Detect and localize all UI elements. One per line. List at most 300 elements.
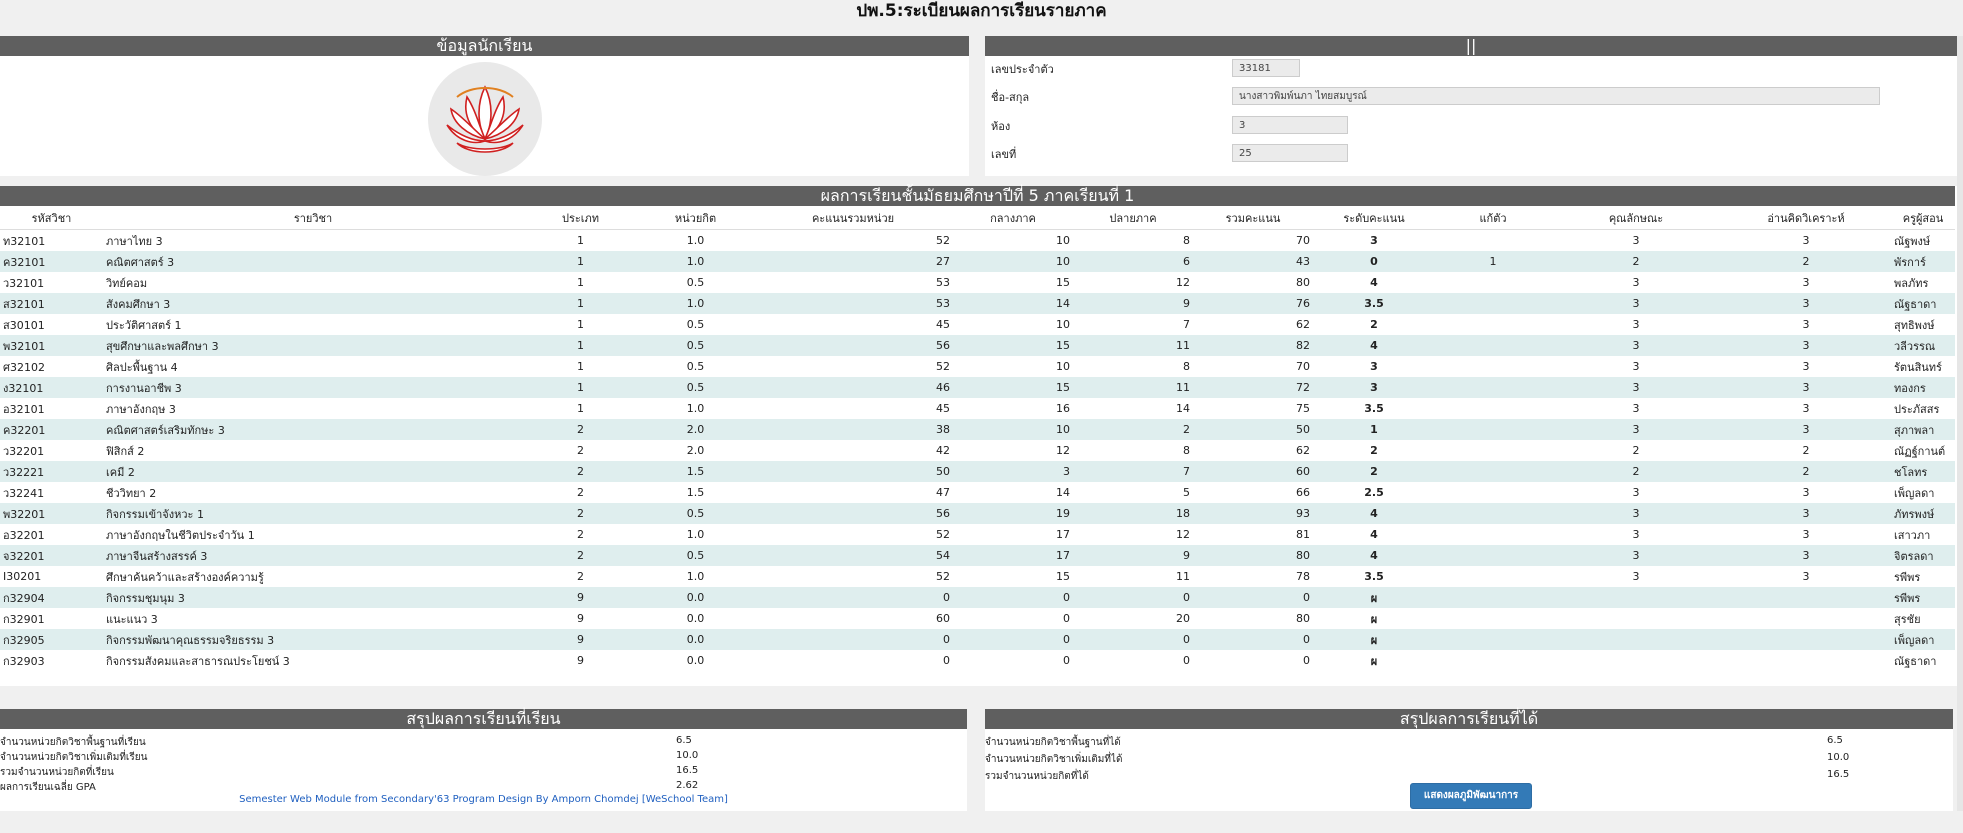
cell-subject: เคมี 2: [103, 461, 523, 482]
cell-final: 6: [1073, 251, 1193, 272]
cell-subject: กิจกรรมเข้าจังหวะ 1: [103, 503, 523, 524]
cell-teacher: ณัฐพงษ์: [1891, 230, 1955, 252]
cell-total: 70: [1193, 356, 1313, 377]
cell-code: ว32201: [0, 440, 103, 461]
cell-total: 76: [1193, 293, 1313, 314]
cell-retake: [1435, 314, 1551, 335]
cell-credits: 1.0: [638, 566, 753, 587]
grade-row: [0, 650, 1955, 671]
student-name-label: ชื่อ-สกุล: [991, 91, 1030, 104]
student-section-header: ข้อมูลนักเรียน: [0, 36, 969, 56]
cell-teacher: รพีพร: [1891, 566, 1955, 587]
cell-code: ว32221: [0, 461, 103, 482]
cell-type: 1: [523, 377, 638, 398]
summary-study-label-extra: จำนวนหน่วยกิตวิชาเพิ่มเติมที่เรียน: [0, 752, 148, 763]
cell-type: 2: [523, 482, 638, 503]
col-header-code: รหัสวิชา: [0, 206, 103, 230]
cell-subject: กิจกรรมพัฒนาคุณธรรมจริยธรรม 3: [103, 629, 523, 650]
cell-teacher: รัตนสินทร์: [1891, 356, 1955, 377]
col-header-final: ปลายภาค: [1073, 206, 1193, 230]
cell-grade: 4: [1313, 545, 1435, 566]
cell-code: ก32901: [0, 608, 103, 629]
cell-final: 0: [1073, 650, 1193, 671]
cell-final: 9: [1073, 545, 1193, 566]
cell-character: [1551, 608, 1721, 629]
cell-type: 1: [523, 272, 638, 293]
summary-earned-value-basic: 6.5: [1827, 735, 1843, 746]
cell-teacher: วลีวรรณ: [1891, 335, 1955, 356]
cell-credits: 0.0: [638, 650, 753, 671]
cell-character: 3: [1551, 524, 1721, 545]
cell-midterm: 10: [953, 314, 1073, 335]
cell-type: 9: [523, 587, 638, 608]
cell-code: ง32101: [0, 377, 103, 398]
cell-final: 8: [1073, 440, 1193, 461]
cell-subject: ศึกษาค้นคว้าและสร้างองค์ความรู้: [103, 566, 523, 587]
cell-subject: สุขศึกษาและพลศึกษา 3: [103, 335, 523, 356]
cell-teacher: ภัทรพงษ์: [1891, 503, 1955, 524]
cell-reading: 3: [1721, 293, 1891, 314]
cell-retake: [1435, 608, 1551, 629]
cell-grade: 3.5: [1313, 566, 1435, 587]
cell-reading: 3: [1721, 335, 1891, 356]
cell-credits: 2.0: [638, 419, 753, 440]
summary-earned-label-extra: จำนวนหน่วยกิตวิชาเพิ่มเติมที่ได้: [985, 754, 1123, 765]
cell-total: 81: [1193, 524, 1313, 545]
cell-character: [1551, 587, 1721, 608]
cell-credits: 0.0: [638, 587, 753, 608]
cell-character: [1551, 629, 1721, 650]
cell-midterm: 12: [953, 440, 1073, 461]
grades-panel: [0, 186, 1963, 686]
cell-retake: [1435, 566, 1551, 587]
cell-retake: [1435, 293, 1551, 314]
cell-total: 82: [1193, 335, 1313, 356]
cell-subject: กิจกรรมสังคมและสาธารณประโยชน์ 3: [103, 650, 523, 671]
cell-teacher: ณัฐธาดา: [1891, 650, 1955, 671]
cell-code: จ32201: [0, 545, 103, 566]
col-header-subject: รายวิชา: [103, 206, 523, 230]
cell-type: 1: [523, 251, 638, 272]
cell-type: 1: [523, 335, 638, 356]
cell-character: 3: [1551, 293, 1721, 314]
cell-grade: 3: [1313, 230, 1435, 252]
cell-retake: [1435, 545, 1551, 566]
grades-table: [0, 206, 1955, 671]
cell-reading: 3: [1721, 482, 1891, 503]
cell-midterm: 10: [953, 230, 1073, 252]
cell-retake: [1435, 272, 1551, 293]
cell-code: ค32101: [0, 251, 103, 272]
cell-total: 0: [1193, 629, 1313, 650]
cell-credits: 0.5: [638, 356, 753, 377]
cell-final: 12: [1073, 524, 1193, 545]
cell-subject: ศิลปะพื้นฐาน 4: [103, 356, 523, 377]
cell-reading: 3: [1721, 230, 1891, 252]
col-header-grade: ระดับคะแนน: [1313, 206, 1435, 230]
cell-final: 18: [1073, 503, 1193, 524]
col-header-unit-score: คะแนนรวมหน่วย: [753, 206, 953, 230]
cell-type: 9: [523, 629, 638, 650]
cell-credits: 1.0: [638, 230, 753, 252]
grade-row: [0, 503, 1955, 524]
cell-grade: 3.5: [1313, 398, 1435, 419]
cell-midterm: 19: [953, 503, 1073, 524]
cell-final: 14: [1073, 398, 1193, 419]
summary-study-label-gpa: ผลการเรียนเฉลี่ย GPA: [0, 782, 96, 793]
grade-row: [0, 461, 1955, 482]
cell-total: 60: [1193, 461, 1313, 482]
cell-midterm: 15: [953, 377, 1073, 398]
cell-grade: ผ: [1313, 608, 1435, 629]
cell-subject: สังคมศึกษา 3: [103, 293, 523, 314]
cell-retake: [1435, 377, 1551, 398]
cell-teacher: พลภัทร: [1891, 272, 1955, 293]
cell-midterm: 14: [953, 293, 1073, 314]
grades-section-header: ผลการเรียนชั้นมัธยมศึกษาปีที่ 5 ภาคเรียนที่ 1: [0, 186, 1955, 206]
cell-subject: ฟิสิกส์ 2: [103, 440, 523, 461]
col-header-total: รวมคะแนน: [1193, 206, 1313, 230]
cell-unit-score: 56: [753, 503, 953, 524]
cell-code: I30201: [0, 566, 103, 587]
cell-teacher: ทองกร: [1891, 377, 1955, 398]
summary-earned-label-basic: จำนวนหน่วยกิตวิชาพื้นฐานที่ได้: [985, 737, 1121, 748]
cell-subject: การงานอาชีพ 3: [103, 377, 523, 398]
cell-teacher: เพ็ญลดา: [1891, 629, 1955, 650]
cell-unit-score: 46: [753, 377, 953, 398]
cell-midterm: 16: [953, 398, 1073, 419]
cell-unit-score: 53: [753, 272, 953, 293]
cell-type: 2: [523, 524, 638, 545]
cell-reading: 3: [1721, 398, 1891, 419]
cell-character: 3: [1551, 335, 1721, 356]
cell-subject: ชีววิทยา 2: [103, 482, 523, 503]
cell-retake: [1435, 419, 1551, 440]
col-header-character: คุณลักษณะ: [1551, 206, 1721, 230]
cell-final: 8: [1073, 230, 1193, 252]
cell-type: 1: [523, 356, 638, 377]
cell-code: พ32201: [0, 503, 103, 524]
cell-reading: [1721, 650, 1891, 671]
summary-earned-value-total: 16.5: [1827, 769, 1850, 780]
cell-total: 75: [1193, 398, 1313, 419]
cell-retake: [1435, 629, 1551, 650]
info-section-header: ||: [985, 36, 1957, 56]
cell-retake: [1435, 461, 1551, 482]
cell-teacher: จิตรลดา: [1891, 545, 1955, 566]
cell-unit-score: 42: [753, 440, 953, 461]
grade-row: [0, 608, 1955, 629]
col-header-type: ประเภท: [523, 206, 638, 230]
cell-teacher: สุรชัย: [1891, 608, 1955, 629]
summary-study-value-gpa: 2.62: [676, 780, 699, 791]
cell-unit-score: 60: [753, 608, 953, 629]
cell-midterm: 0: [953, 608, 1073, 629]
cell-character: 2: [1551, 440, 1721, 461]
cell-teacher: ประภัสสร: [1891, 398, 1955, 419]
summary-earned-header: สรุปผลการเรียนที่ได้: [985, 709, 1953, 729]
cell-character: 3: [1551, 503, 1721, 524]
cell-reading: 3: [1721, 419, 1891, 440]
cell-code: ศ32102: [0, 356, 103, 377]
cell-unit-score: 52: [753, 356, 953, 377]
grade-row: [0, 335, 1955, 356]
cell-reading: 3: [1721, 314, 1891, 335]
summary-study-panel: [0, 709, 967, 811]
cell-subject: คณิตศาสตร์เสริมทักษะ 3: [103, 419, 523, 440]
cell-grade: 3.5: [1313, 293, 1435, 314]
cell-code: ว32101: [0, 272, 103, 293]
cell-reading: 3: [1721, 356, 1891, 377]
cell-total: 80: [1193, 545, 1313, 566]
cell-total: 80: [1193, 608, 1313, 629]
cell-character: 3: [1551, 272, 1721, 293]
cell-final: 7: [1073, 461, 1193, 482]
cell-character: 3: [1551, 545, 1721, 566]
cell-credits: 1.5: [638, 482, 753, 503]
cell-retake: [1435, 230, 1551, 252]
grade-row: [0, 293, 1955, 314]
grade-row: [0, 398, 1955, 419]
cell-midterm: 0: [953, 650, 1073, 671]
cell-character: 3: [1551, 314, 1721, 335]
cell-credits: 0.0: [638, 608, 753, 629]
grade-row: [0, 524, 1955, 545]
cell-type: 2: [523, 461, 638, 482]
page-title: ปพ.5:ระเบียนผลการเรียนรายภาค: [856, 1, 1107, 21]
cell-credits: 1.0: [638, 293, 753, 314]
cell-unit-score: 52: [753, 524, 953, 545]
cell-credits: 0.5: [638, 314, 753, 335]
summary-study-label-basic: จำนวนหน่วยกิตวิชาพื้นฐานที่เรียน: [0, 737, 146, 748]
cell-reading: 2: [1721, 251, 1891, 272]
cell-reading: 3: [1721, 524, 1891, 545]
cell-character: 3: [1551, 377, 1721, 398]
cell-grade: 2.5: [1313, 482, 1435, 503]
cell-total: 62: [1193, 440, 1313, 461]
page-scrollbar[interactable]: [1957, 36, 1963, 811]
grade-row: [0, 314, 1955, 335]
cell-code: ท32101: [0, 230, 103, 252]
cell-total: 43: [1193, 251, 1313, 272]
grade-row: [0, 419, 1955, 440]
col-header-credits: หน่วยกิต: [638, 206, 753, 230]
cell-teacher: เสาวภา: [1891, 524, 1955, 545]
cell-unit-score: 27: [753, 251, 953, 272]
cell-teacher: เพ็ญลดา: [1891, 482, 1955, 503]
show-development-button[interactable]: แสดงผลภูมิพัฒนาการ: [1410, 783, 1532, 809]
grade-row: [0, 230, 1955, 252]
cell-credits: 1.0: [638, 524, 753, 545]
cell-subject: แนะแนว 3: [103, 608, 523, 629]
grade-row: [0, 272, 1955, 293]
cell-unit-score: 56: [753, 335, 953, 356]
cell-grade: 0: [1313, 251, 1435, 272]
cell-unit-score: 45: [753, 398, 953, 419]
cell-code: ก32904: [0, 587, 103, 608]
cell-retake: [1435, 650, 1551, 671]
grades-header-row: [0, 206, 1955, 230]
col-header-midterm: กลางภาค: [953, 206, 1073, 230]
cell-grade: 4: [1313, 503, 1435, 524]
cell-grade: 2: [1313, 461, 1435, 482]
cell-final: 5: [1073, 482, 1193, 503]
cell-reading: 3: [1721, 377, 1891, 398]
summary-earned-value-extra: 10.0: [1827, 752, 1850, 763]
cell-total: 0: [1193, 650, 1313, 671]
student-name-field: นางสาวพิมพ์นภา ไทยสมบูรณ์: [1232, 87, 1880, 105]
cell-code: ส32101: [0, 293, 103, 314]
cell-teacher: ณัฏฐ์กานต์: [1891, 440, 1955, 461]
cell-type: 1: [523, 293, 638, 314]
grade-row: [0, 251, 1955, 272]
cell-type: 2: [523, 419, 638, 440]
cell-type: 2: [523, 440, 638, 461]
credit-link[interactable]: Semester Web Module from Secondary'63 Program Design By Amporn Chomdej [WeSchool Team]: [239, 794, 728, 805]
cell-character: 3: [1551, 398, 1721, 419]
cell-final: 8: [1073, 356, 1193, 377]
cell-final: 11: [1073, 566, 1193, 587]
cell-code: ก32905: [0, 629, 103, 650]
cell-code: อ32101: [0, 398, 103, 419]
cell-midterm: 3: [953, 461, 1073, 482]
cell-final: 9: [1073, 293, 1193, 314]
cell-midterm: 0: [953, 629, 1073, 650]
grade-row: [0, 482, 1955, 503]
cell-teacher: พัรการ์: [1891, 251, 1955, 272]
cell-subject: ภาษาจีนสร้างสรรค์ 3: [103, 545, 523, 566]
cell-reading: [1721, 629, 1891, 650]
cell-subject: ประวัติศาสตร์ 1: [103, 314, 523, 335]
summary-study-value-total: 16.5: [676, 765, 699, 776]
room-label: ห้อง: [991, 120, 1011, 133]
cell-character: 3: [1551, 419, 1721, 440]
cell-character: 3: [1551, 482, 1721, 503]
cell-subject: กิจกรรมชุมนุม 3: [103, 587, 523, 608]
cell-total: 80: [1193, 272, 1313, 293]
cell-total: 50: [1193, 419, 1313, 440]
cell-type: 1: [523, 230, 638, 252]
cell-unit-score: 0: [753, 629, 953, 650]
cell-credits: 0.0: [638, 629, 753, 650]
cell-reading: 3: [1721, 545, 1891, 566]
cell-total: 93: [1193, 503, 1313, 524]
cell-type: 2: [523, 503, 638, 524]
cell-midterm: 15: [953, 272, 1073, 293]
cell-unit-score: 50: [753, 461, 953, 482]
cell-credits: 1.5: [638, 461, 753, 482]
cell-type: 1: [523, 398, 638, 419]
cell-character: 2: [1551, 461, 1721, 482]
student-id-label: เลขประจำตัว: [991, 63, 1054, 76]
cell-midterm: 17: [953, 524, 1073, 545]
cell-midterm: 15: [953, 566, 1073, 587]
cell-code: อ32201: [0, 524, 103, 545]
cell-type: 1: [523, 314, 638, 335]
cell-character: 3: [1551, 356, 1721, 377]
cell-credits: 1.0: [638, 251, 753, 272]
cell-retake: [1435, 398, 1551, 419]
cell-code: ส30101: [0, 314, 103, 335]
summary-study-value-basic: 6.5: [676, 735, 692, 746]
student-info-panel: [985, 36, 1957, 176]
cell-character: 3: [1551, 230, 1721, 252]
cell-final: 0: [1073, 587, 1193, 608]
cell-unit-score: 0: [753, 587, 953, 608]
cell-code: พ32101: [0, 335, 103, 356]
summary-earned-panel: [985, 709, 1953, 811]
cell-midterm: 14: [953, 482, 1073, 503]
cell-type: 9: [523, 608, 638, 629]
summary-study-label-total: รวมจำนวนหน่วยกิตที่เรียน: [0, 767, 114, 778]
cell-reading: 3: [1721, 272, 1891, 293]
cell-teacher: สุทธิพงษ์: [1891, 314, 1955, 335]
cell-grade: 1: [1313, 419, 1435, 440]
summary-earned-label-total: รวมจำนวนหน่วยกิตที่ได้: [985, 771, 1089, 782]
cell-credits: 0.5: [638, 377, 753, 398]
cell-credits: 1.0: [638, 398, 753, 419]
cell-final: 12: [1073, 272, 1193, 293]
cell-retake: [1435, 524, 1551, 545]
cell-retake: [1435, 503, 1551, 524]
cell-unit-score: 53: [753, 293, 953, 314]
cell-grade: 2: [1313, 440, 1435, 461]
lotus-school-logo: [428, 62, 542, 176]
cell-reading: 3: [1721, 566, 1891, 587]
cell-total: 70: [1193, 230, 1313, 252]
cell-grade: 4: [1313, 335, 1435, 356]
cell-reading: 2: [1721, 461, 1891, 482]
cell-midterm: 0: [953, 587, 1073, 608]
cell-type: 2: [523, 566, 638, 587]
cell-credits: 0.5: [638, 545, 753, 566]
cell-credits: 0.5: [638, 335, 753, 356]
cell-total: 62: [1193, 314, 1313, 335]
grade-row: [0, 629, 1955, 650]
cell-grade: 3: [1313, 377, 1435, 398]
cell-total: 66: [1193, 482, 1313, 503]
cell-final: 7: [1073, 314, 1193, 335]
cell-grade: ผ: [1313, 587, 1435, 608]
cell-type: 9: [523, 650, 638, 671]
cell-midterm: 10: [953, 419, 1073, 440]
cell-retake: [1435, 482, 1551, 503]
grade-row: [0, 356, 1955, 377]
cell-retake: [1435, 587, 1551, 608]
cell-teacher: สุภาพลา: [1891, 419, 1955, 440]
number-label: เลขที่: [991, 148, 1017, 161]
cell-unit-score: 38: [753, 419, 953, 440]
cell-retake: [1435, 440, 1551, 461]
cell-character: [1551, 650, 1721, 671]
cell-code: ค32201: [0, 419, 103, 440]
cell-grade: 4: [1313, 524, 1435, 545]
grade-row: [0, 377, 1955, 398]
cell-credits: 0.5: [638, 503, 753, 524]
cell-subject: ภาษาอังกฤษในชีวิตประจำวัน 1: [103, 524, 523, 545]
grade-row: [0, 440, 1955, 461]
cell-subject: ภาษาไทย 3: [103, 230, 523, 252]
cell-grade: 2: [1313, 314, 1435, 335]
cell-midterm: 15: [953, 335, 1073, 356]
cell-final: 2: [1073, 419, 1193, 440]
col-header-retake: แก้ตัว: [1435, 206, 1551, 230]
cell-unit-score: 54: [753, 545, 953, 566]
cell-retake: [1435, 356, 1551, 377]
cell-grade: ผ: [1313, 629, 1435, 650]
cell-unit-score: 52: [753, 230, 953, 252]
cell-teacher: ณัฐธาดา: [1891, 293, 1955, 314]
